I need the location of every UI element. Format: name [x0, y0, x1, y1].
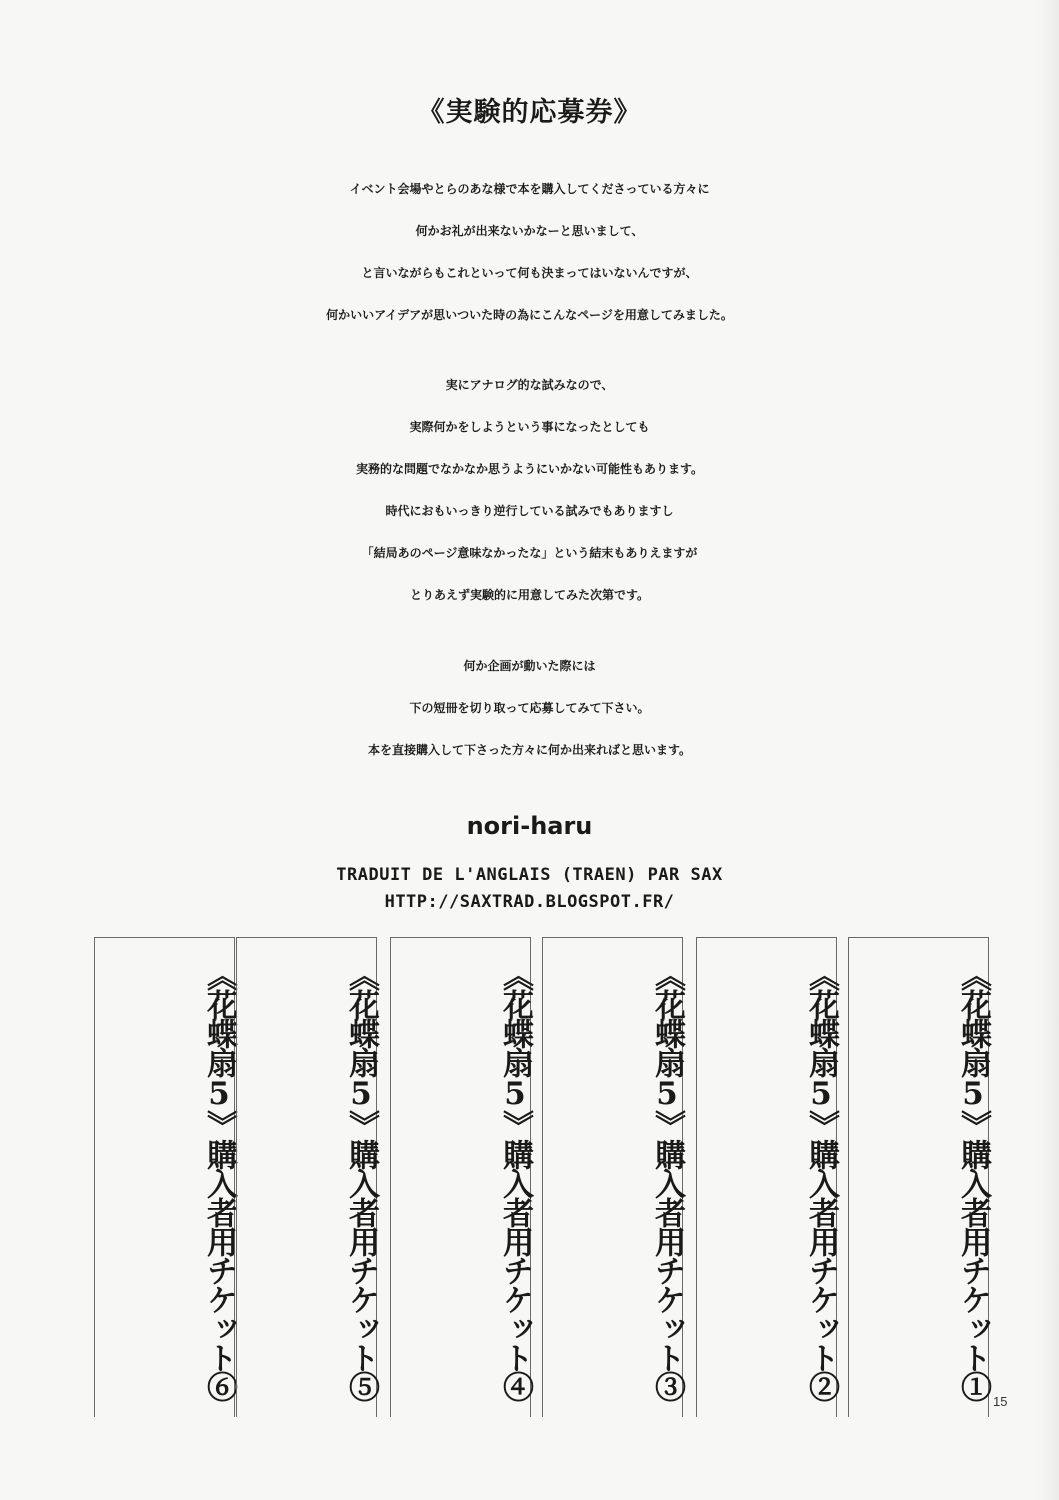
ticket-strip-row	[0, 937, 1059, 1417]
ticket-strip-1[interactable]	[848, 937, 989, 1417]
paragraph-line: 何かお礼が出来ないかなーと思いまして、	[415, 224, 644, 238]
explanation-paragraph	[0, 364, 1059, 616]
ticket-label: 《花蝶扇5》購入者用チケット⑤	[343, 960, 379, 1400]
paragraph-line: 実際何かをしようという事になったとしても	[409, 420, 650, 434]
paragraph-line: 下の短冊を切り取って応募してみて下さい。	[409, 701, 650, 715]
page-number: 15	[993, 1394, 1008, 1409]
paragraph-line: 時代におもいっきり逆行している試みでもありますし	[385, 504, 674, 518]
ticket-strip-2[interactable]	[696, 937, 837, 1417]
translation-url: HTTP://SAXTRAD.BLOGSPOT.FR/	[384, 892, 675, 912]
ticket-strip-6[interactable]	[94, 937, 235, 1417]
ticket-strip-3[interactable]	[542, 937, 683, 1417]
paragraph-line: 「結局あのページ意味なかったな」という結末もありえますが	[361, 546, 698, 560]
ticket-label: 《花蝶扇5》購入者用チケット④	[497, 960, 533, 1400]
ticket-label: 《花蝶扇5》購入者用チケット⑥	[201, 960, 237, 1400]
ticket-label: 《花蝶扇5》購入者用チケット②	[803, 960, 839, 1400]
ticket-label: 《花蝶扇5》購入者用チケット③	[649, 960, 685, 1400]
paragraph-line: 何か企画が動いた際には	[463, 659, 596, 673]
ticket-label: 《花蝶扇5》購入者用チケット①	[955, 960, 991, 1400]
ticket-strip-5[interactable]	[236, 937, 377, 1417]
paragraph-line: イベント会場やとらのあな様で本を購入してくださっている方々に	[349, 182, 710, 196]
intro-paragraph	[0, 168, 1059, 336]
paragraph-line: 実務的な問題でなかなか思うようにいかない可能性もあります。	[355, 462, 704, 476]
ticket-strip-4[interactable]	[390, 937, 531, 1417]
page-title: 《実験的応募券》	[417, 97, 642, 128]
paragraph-line: 実にアナログ的な試みなので、	[445, 378, 614, 392]
paragraph-line: 何かいいアイデアが思いついた時の為にこんなページを用意してみました。	[326, 308, 733, 322]
translation-credit: TRADUIT DE L'ANGLAIS (TRAEN) PAR SAX	[336, 865, 723, 885]
author-signature: nori-haru	[466, 812, 593, 840]
paragraph-line: と言いながらもこれといって何も決まってはいないんですが、	[361, 266, 698, 280]
paragraph-line: とりあえず実験的に用意してみた次第です。	[409, 588, 650, 602]
instruction-paragraph	[0, 645, 1059, 771]
paragraph-line: 本を直接購入して下さった方々に何か出来ればと思います。	[367, 743, 692, 757]
